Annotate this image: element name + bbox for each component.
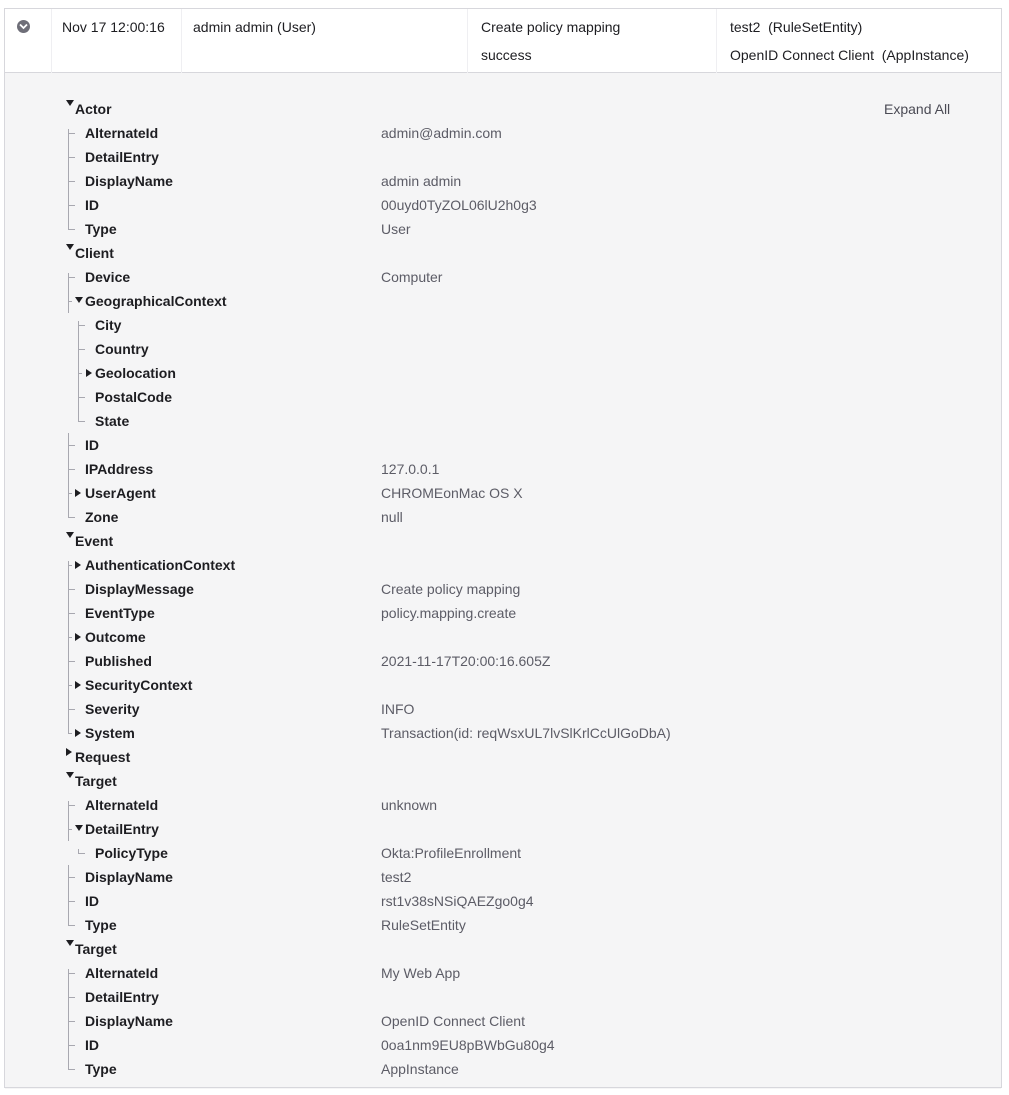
tree-row	[5, 1009, 945, 1033]
tree-connector	[68, 169, 69, 193]
tree-key: DisplayMessage	[85, 581, 194, 597]
tree-connector	[68, 181, 75, 182]
tree-row[interactable]	[5, 937, 945, 961]
tree-key[interactable]: GeographicalContext	[85, 293, 227, 309]
tree-connector	[68, 273, 69, 289]
tree-key: State	[95, 413, 130, 429]
caret-right-icon[interactable]	[66, 748, 72, 756]
tree-key: DisplayName	[85, 1013, 173, 1029]
tree-connector	[68, 1021, 75, 1022]
tree-key[interactable]: Geolocation	[95, 365, 176, 381]
tree-row	[5, 913, 945, 937]
tree-connector	[68, 129, 69, 145]
column-divider	[181, 9, 182, 73]
tree-key[interactable]: UserAgent	[85, 485, 156, 501]
caret-down-icon[interactable]	[75, 297, 83, 303]
tree-connector	[68, 613, 75, 614]
tree-key: Severity	[85, 701, 140, 717]
tree-row	[5, 1057, 945, 1081]
tree-connector	[68, 661, 75, 662]
tree-key[interactable]: Target	[75, 941, 117, 957]
caret-down-icon[interactable]	[66, 100, 74, 106]
tree-key: DetailEntry	[85, 989, 159, 1005]
tree-connector	[68, 433, 69, 457]
tree-connector	[68, 457, 69, 481]
tree-row[interactable]	[5, 817, 945, 841]
caret-right-icon[interactable]	[75, 489, 81, 497]
caret-down-icon[interactable]	[75, 825, 83, 831]
tree-connector	[68, 865, 69, 889]
tree-key: ID	[85, 893, 99, 909]
column-divider	[467, 9, 468, 73]
tree-value: Transaction(id: reqWsxUL7lvSlKrlCcUlGoDbA)	[381, 725, 671, 741]
event-summary-row[interactable]	[5, 9, 1001, 73]
tree-key: Type	[85, 221, 117, 237]
caret-down-icon[interactable]	[66, 772, 74, 778]
tree-connector	[68, 1045, 75, 1046]
tree-key: Zone	[85, 509, 119, 525]
tree-connector	[78, 325, 85, 326]
tree-connector	[68, 589, 75, 590]
tree-key: DisplayName	[85, 173, 173, 189]
column-divider	[51, 9, 52, 73]
tree-row	[5, 841, 945, 865]
tree-value: RuleSetEntity	[381, 917, 466, 933]
tree-key: AlternateId	[85, 125, 159, 141]
tree-connector	[68, 889, 69, 913]
tree-connector	[78, 397, 85, 398]
tree-connector	[68, 289, 69, 313]
tree-connector	[78, 385, 79, 409]
target-type: (AppInstance)	[881, 47, 969, 63]
tree-key: Country	[95, 341, 149, 357]
tree-connector	[68, 997, 75, 998]
tree-connector	[68, 601, 69, 625]
tree-key: Device	[85, 269, 131, 285]
tree-value: OpenID Connect Client	[381, 1013, 525, 1029]
tree-key[interactable]: Outcome	[85, 629, 146, 645]
expand-all-link[interactable]: Expand All	[884, 101, 951, 117]
tree-value: null	[381, 509, 403, 525]
tree-row	[5, 649, 945, 673]
tree-key: Type	[85, 917, 117, 933]
tree-row	[5, 193, 945, 217]
target-name: OpenID Connect Client	[730, 47, 874, 63]
tree-row	[5, 457, 945, 481]
caret-right-icon[interactable]	[75, 729, 81, 737]
tree-key: Published	[85, 653, 152, 669]
tree-key[interactable]: AuthenticationContext	[85, 557, 236, 573]
tree-connector	[68, 205, 75, 206]
tree-value: Computer	[381, 269, 443, 285]
tree-key[interactable]: Request	[75, 749, 131, 765]
tree-row[interactable]	[5, 529, 945, 553]
tree-connector	[68, 901, 75, 902]
tree-row[interactable]	[5, 745, 945, 769]
tree-key: IPAddress	[85, 461, 154, 477]
tree-connector	[68, 973, 75, 974]
collapse-toggle-icon[interactable]	[17, 20, 30, 33]
event-detail-panel	[5, 73, 1001, 1089]
tree-row[interactable]	[5, 673, 945, 697]
tree-row	[5, 889, 945, 913]
tree-key: EventType	[85, 605, 155, 621]
tree-connector	[68, 229, 75, 230]
tree-row[interactable]	[5, 97, 945, 121]
tree-row[interactable]	[5, 241, 945, 265]
tree-connector	[68, 709, 75, 710]
tree-connector	[78, 337, 79, 361]
tree-key: ID	[85, 197, 99, 213]
tree-connector	[78, 361, 79, 385]
tree-connector	[68, 481, 69, 505]
tree-connector	[68, 1009, 69, 1033]
tree-value: admin@admin.com	[381, 125, 502, 141]
caret-down-icon[interactable]	[66, 532, 74, 538]
tree-row	[5, 601, 945, 625]
tree-connector	[78, 321, 79, 337]
tree-connector	[68, 733, 72, 734]
tree-row[interactable]	[5, 361, 945, 385]
tree-key: PolicyType	[95, 845, 168, 861]
tree-connector	[68, 817, 69, 841]
event-message: Create policy mapping	[481, 19, 621, 35]
tree-row	[5, 961, 945, 985]
tree-row[interactable]	[5, 289, 945, 313]
tree-key: AlternateId	[85, 965, 159, 981]
tree-connector	[68, 969, 69, 985]
tree-value: Okta:ProfileEnrollment	[381, 845, 522, 861]
event-actor: admin admin (User)	[193, 19, 316, 35]
tree-key: DetailEntry	[85, 149, 159, 165]
tree-connector	[68, 673, 69, 697]
tree-row	[5, 433, 945, 457]
tree-row	[5, 217, 945, 241]
tree-value: AppInstance	[381, 1061, 459, 1077]
tree-connector	[68, 445, 75, 446]
tree-connector	[68, 985, 69, 1009]
tree-connector	[78, 421, 85, 422]
tree-key: Type	[85, 1061, 117, 1077]
tree-connector	[68, 577, 69, 601]
caret-down-icon[interactable]	[66, 940, 74, 946]
tree-value: 127.0.0.1	[381, 461, 440, 477]
tree-connector	[68, 697, 69, 721]
event-target-1	[730, 19, 862, 35]
tree-value: admin admin	[381, 173, 462, 189]
tree-connector	[68, 505, 69, 517]
tree-value: policy.mapping.create	[381, 605, 517, 621]
tree-connector	[68, 925, 75, 926]
tree-connector	[68, 157, 75, 158]
tree-key[interactable]: SecurityContext	[85, 677, 193, 693]
tree-value: unknown	[381, 797, 438, 813]
event-outcome: success	[481, 47, 532, 63]
tree-key[interactable]: Target	[75, 773, 117, 789]
tree-connector	[68, 721, 69, 733]
event-log-entry	[4, 8, 1002, 1088]
tree-value: 00uyd0TyZOL06lU2h0g3	[381, 197, 537, 213]
tree-row[interactable]	[5, 553, 945, 577]
tree-row	[5, 145, 945, 169]
tree-row[interactable]	[5, 769, 945, 793]
tree-row	[5, 697, 945, 721]
tree-connector	[68, 649, 69, 673]
tree-row	[5, 577, 945, 601]
tree-key[interactable]: System	[85, 725, 135, 741]
tree-value: test2	[381, 869, 412, 885]
caret-right-icon[interactable]	[75, 633, 81, 641]
tree-value: My Web App	[381, 965, 461, 981]
tree-connector	[68, 217, 69, 229]
tree-connector	[78, 849, 79, 853]
tree-key[interactable]: Event	[75, 533, 114, 549]
tree-row	[5, 337, 945, 361]
target-type: (RuleSetEntity)	[768, 19, 863, 35]
tree-key: AlternateId	[85, 797, 159, 813]
tree-value: INFO	[381, 701, 415, 717]
tree-key[interactable]: DetailEntry	[85, 821, 159, 837]
tree-connector	[68, 913, 69, 925]
column-divider	[716, 9, 717, 73]
tree-connector	[68, 1033, 69, 1057]
tree-connector	[68, 805, 75, 806]
event-target-2	[730, 47, 969, 63]
tree-connector	[68, 517, 75, 518]
tree-value: Create policy mapping	[381, 581, 521, 597]
tree-row	[5, 385, 945, 409]
tree-connector	[78, 349, 85, 350]
caret-right-icon[interactable]	[75, 561, 81, 569]
tree-key: City	[95, 317, 122, 333]
tree-row	[5, 121, 945, 145]
tree-connector	[68, 877, 75, 878]
tree-row	[5, 169, 945, 193]
divider	[4, 1087, 1002, 1088]
tree-key: PostalCode	[95, 389, 173, 405]
tree-connector	[68, 145, 69, 169]
tree-connector	[68, 561, 69, 577]
tree-value: CHROMEonMac OS X	[381, 485, 523, 501]
tree-row[interactable]	[5, 625, 945, 649]
tree-key[interactable]: Client	[75, 245, 114, 261]
target-name: test2	[730, 19, 761, 35]
tree-key: ID	[85, 437, 99, 453]
tree-row	[5, 265, 945, 289]
caret-right-icon[interactable]	[86, 369, 92, 377]
tree-value: 0oa1nm9EU8pBWbGu80g4	[381, 1037, 555, 1053]
tree-connector	[68, 133, 75, 134]
tree-connector	[78, 853, 85, 854]
tree-connector	[68, 469, 75, 470]
tree-row	[5, 313, 945, 337]
tree-row	[5, 1033, 945, 1057]
tree-connector	[68, 1069, 75, 1070]
tree-connector	[78, 409, 79, 421]
tree-value: 2021-11-17T20:00:16.605Z	[381, 653, 551, 669]
tree-row	[5, 409, 945, 433]
tree-key[interactable]: Actor	[75, 101, 112, 117]
tree-row[interactable]	[5, 721, 945, 745]
tree-value: User	[381, 221, 411, 237]
tree-connector	[68, 193, 69, 217]
tree-connector	[68, 277, 75, 278]
tree-key: ID	[85, 1037, 99, 1053]
tree-connector	[68, 801, 69, 817]
tree-row[interactable]	[5, 481, 945, 505]
tree-row	[5, 985, 945, 1009]
tree-value: rst1v38sNSiQAEZgo0g4	[381, 893, 534, 909]
tree-row	[5, 505, 945, 529]
event-timestamp: Nov 17 12:00:16	[62, 19, 165, 35]
caret-down-icon[interactable]	[66, 244, 74, 250]
tree-connector	[68, 1057, 69, 1069]
caret-right-icon[interactable]	[75, 681, 81, 689]
tree-row	[5, 865, 945, 889]
tree-row	[5, 793, 945, 817]
tree-key: DisplayName	[85, 869, 173, 885]
tree-connector	[68, 625, 69, 649]
